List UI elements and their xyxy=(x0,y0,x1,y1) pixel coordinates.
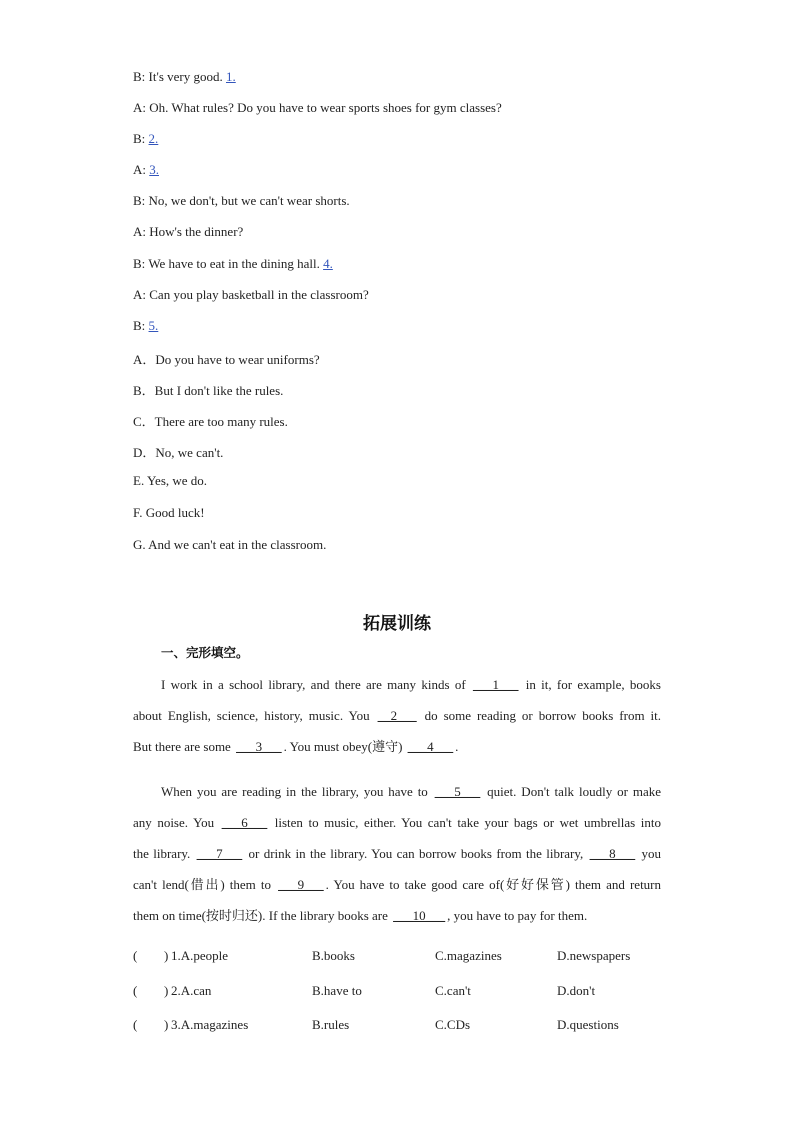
question-row xyxy=(133,983,663,1003)
answer-paren-open: ( xyxy=(133,948,138,963)
passage-line: can't lend(借出) them to ___9___ . You have to take good care of(好好保管) them and return xyxy=(133,877,662,892)
subsection-heading: 一、完形填空。 xyxy=(161,645,249,660)
passage-paragraph-2 xyxy=(133,776,661,931)
speaker: B: xyxy=(133,193,146,208)
cloze-blank: ___4___ xyxy=(407,739,454,754)
cloze-blank: ___10___ xyxy=(393,908,446,923)
cloze-blank: ___5___ xyxy=(434,784,481,799)
option-c: C.CDs xyxy=(435,1017,471,1032)
answer-blank: 4. xyxy=(323,256,333,271)
answer-blank: 2. xyxy=(148,131,159,146)
passage-line: But there are some ___3___ . You must obey(遵守) ___4___ . xyxy=(133,739,459,754)
option-item: G. And we can't eat in the classroom. xyxy=(133,537,327,552)
passage-line: about English, science, history, music. You __2___ do some reading or borrow books from it. xyxy=(133,708,662,723)
dialogue-line xyxy=(133,318,158,334)
answer-paren-open: ( xyxy=(133,983,138,998)
answer-blank: 3. xyxy=(149,162,159,177)
dialogue-line xyxy=(133,162,159,178)
cloze-blank: __2___ xyxy=(377,708,417,723)
option-a: 1.A.people xyxy=(171,948,229,963)
speaker: B: xyxy=(133,131,146,146)
passage-paragraph-1 xyxy=(133,669,661,762)
option-item: F. Good luck! xyxy=(133,505,205,520)
answer-paren-close: ) xyxy=(164,948,169,963)
passage-line: I work in a school library, and there are many kinds of ___1___ in it, for example, books xyxy=(161,677,661,692)
cloze-blank: ___7___ xyxy=(196,846,243,861)
dialogue-text: No, we don't, but we can't wear shorts. xyxy=(148,193,350,208)
dialogue-text: Can you play basketball in the classroom? xyxy=(149,287,369,302)
dialogue-line xyxy=(133,69,236,85)
passage-line: any noise. You ___6___ listen to music, either. You can't take your bags or wet umbrellas into xyxy=(133,815,661,830)
option-c: C.magazines xyxy=(435,948,502,963)
option-a: 2.A.can xyxy=(171,983,212,998)
answer-paren-close: ) xyxy=(164,983,169,998)
passage-line: the library. ___7___ or drink in the library. You can borrow books from the library, ___8___ you xyxy=(133,846,662,861)
option-a: 3.A.magazines xyxy=(171,1017,249,1032)
option-item: E. Yes, we do. xyxy=(133,473,208,488)
question-row xyxy=(133,1017,663,1037)
question-row xyxy=(133,948,663,968)
option-item: C．There are too many rules. xyxy=(133,414,288,429)
option-c: C.can't xyxy=(435,983,471,998)
dialogue-line xyxy=(133,193,350,209)
passage-line: When you are reading in the library, you have to ___5___ quiet. Don't talk loudly or make xyxy=(161,784,661,799)
option-item: A．Do you have to wear uniforms? xyxy=(133,352,320,367)
answer-paren-close: ) xyxy=(164,1017,169,1032)
answer-blank: 5. xyxy=(148,318,159,333)
dialogue-line xyxy=(133,131,158,147)
cloze-blank: ___9___ xyxy=(278,877,324,892)
section-title: 拓展训练 xyxy=(363,614,431,634)
answer-blank: 1. xyxy=(226,69,236,84)
dialogue-line xyxy=(133,224,243,240)
dialogue-text: How's the dinner? xyxy=(149,224,244,239)
speaker: B: xyxy=(133,256,146,271)
speaker: A: xyxy=(133,100,146,115)
dialogue-line xyxy=(133,287,369,303)
dialogue-line xyxy=(133,256,333,272)
cloze-blank: ___8___ xyxy=(589,846,636,861)
dialogue-text: It's very good. xyxy=(148,69,223,84)
dialogue-text: Oh. What rules? Do you have to wear sports shoes for gym classes? xyxy=(149,100,502,115)
cloze-blank: ___3___ xyxy=(236,739,282,754)
speaker: B: xyxy=(133,69,146,84)
option-b: B.books xyxy=(312,948,355,963)
option-b: B.rules xyxy=(312,1017,350,1032)
option-d: D.questions xyxy=(557,1017,619,1032)
speaker: B: xyxy=(133,318,146,333)
answer-paren-open: ( xyxy=(133,1017,138,1032)
passage-line: them on time(按时归还). If the library books are ___10___ , you have to pay for them. xyxy=(133,908,588,923)
speaker: A: xyxy=(133,162,146,177)
option-b: B.have to xyxy=(312,983,362,998)
speaker: A: xyxy=(133,287,146,302)
option-item: B．But I don't like the rules. xyxy=(133,383,284,398)
dialogue-line xyxy=(133,100,502,116)
option-item: D．No, we can't. xyxy=(133,445,224,460)
dialogue-text: We have to eat in the dining hall. xyxy=(148,256,320,271)
cloze-blank: ___6___ xyxy=(221,815,268,830)
cloze-blank: ___1___ xyxy=(472,677,519,692)
speaker: A: xyxy=(133,224,146,239)
option-d: D.newspapers xyxy=(557,948,631,963)
option-d: D.don't xyxy=(557,983,596,998)
